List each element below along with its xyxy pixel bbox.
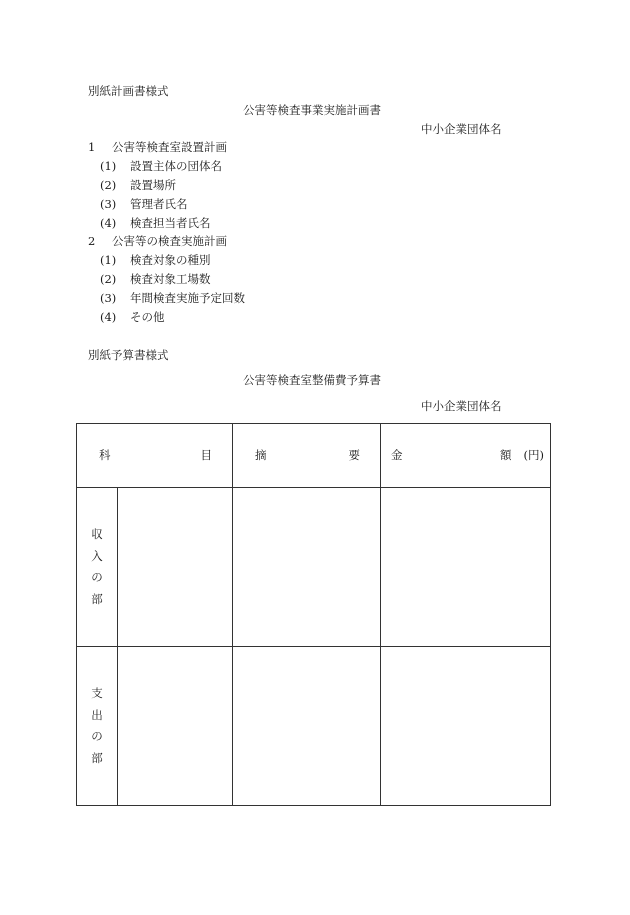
header-summary-char: 要 [348,447,360,462]
budget-table [76,423,551,806]
list-item [100,274,211,286]
item-text: 年間検査実施予定回数 [130,291,245,305]
item-number: (1) [100,253,117,267]
expense-amount-cell[interactable] [381,647,551,806]
expense-label [77,647,117,805]
table-row [77,647,551,806]
list-item [100,293,245,305]
header-subject-char: 科 [99,447,111,462]
section-title: 公害等検査室設置計画 [112,140,227,154]
list-item [100,218,211,230]
label-char: の [91,729,103,743]
section-title: 公害等の検査実施計画 [112,234,227,248]
budget-form-label: 別紙予算書様式 [88,348,169,362]
section-heading [88,142,227,154]
header-subject [77,424,233,488]
header-subject-char: 目 [200,447,212,462]
header-summary [233,424,381,488]
label-char: 収 [91,527,103,541]
plan-form-label: 別紙計画書様式 [88,84,169,98]
label-char: 部 [91,750,103,765]
expense-summary-cell[interactable] [233,647,381,806]
income-summary-cell[interactable] [233,488,381,647]
label-char: の [91,570,103,584]
section-heading [88,236,227,248]
item-text: その他 [130,310,165,324]
label-char: 出 [91,707,103,722]
item-number: (3) [100,197,117,211]
item-number: (2) [100,272,117,286]
header-summary-char: 摘 [255,447,267,462]
item-text: 検査対象工場数 [130,272,211,286]
income-subject-cell[interactable] [118,488,233,647]
item-text: 設置主体の団体名 [130,159,222,173]
list-item [100,161,222,173]
label-char: 部 [91,591,103,606]
plan-title: 公害等検査事業実施計画書 [243,103,381,117]
item-text: 設置場所 [130,178,176,192]
expense-label-cell [77,647,118,806]
list-item [100,255,211,267]
item-number: (3) [100,291,117,305]
table-header-row [77,424,551,488]
item-text: 管理者氏名 [130,197,188,211]
header-amount-unit: (円) [523,447,544,462]
item-text: 検査対象の種別 [130,253,211,267]
label-char: 支 [91,686,103,700]
section-number: 1 [88,140,96,154]
item-text: 検査担当者氏名 [130,216,211,230]
budget-org-name: 中小企業団体名 [421,399,502,413]
header-amount [381,424,551,488]
plan-org-name: 中小企業団体名 [421,122,502,136]
item-number: (4) [100,216,117,230]
income-label [77,488,117,646]
income-label-cell [77,488,118,647]
list-item [100,180,176,192]
header-amount-char: 金 [391,447,403,462]
income-amount-cell[interactable] [381,488,551,647]
table-row [77,488,551,647]
section-number: 2 [88,234,96,248]
item-number: (1) [100,159,117,173]
label-char: 入 [91,548,103,563]
list-item [100,199,188,211]
item-number: (2) [100,178,117,192]
budget-title: 公害等検査室整備費予算書 [243,373,381,387]
list-item [100,312,165,324]
header-amount-char: 額 [500,447,512,462]
item-number: (4) [100,310,117,324]
expense-subject-cell[interactable] [118,647,233,806]
